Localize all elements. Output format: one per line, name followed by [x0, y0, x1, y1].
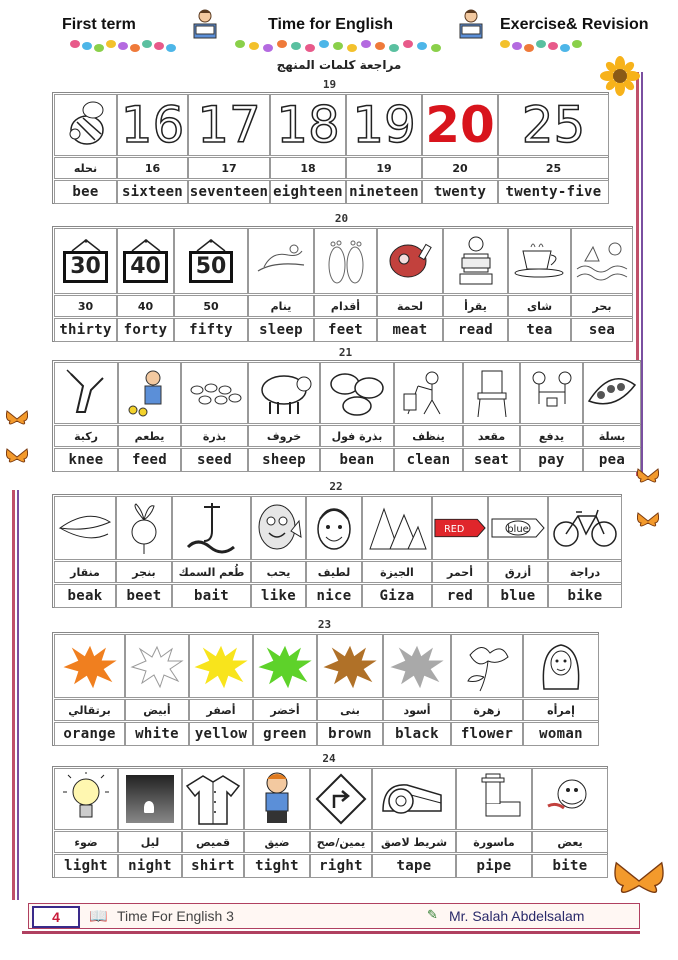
bean-icon — [327, 368, 387, 418]
butterfly-icon — [637, 468, 659, 486]
lesson-number: 19 — [322, 78, 337, 91]
vocab-picture — [520, 362, 583, 424]
number-glyph: 19 — [352, 96, 416, 154]
vocab-picture — [54, 228, 117, 294]
arabic-word: أخضر — [253, 699, 317, 721]
paint-splash — [192, 641, 250, 691]
english-word: knee — [54, 448, 118, 472]
seat-icon — [472, 367, 512, 419]
vocab-picture — [377, 228, 443, 294]
knee-icon — [63, 368, 109, 418]
arabic-word: 25 — [498, 157, 609, 179]
arabic-word: يحب — [251, 561, 306, 583]
english-word: eighteen — [270, 180, 346, 204]
number-sign: 50 — [189, 251, 234, 283]
arabic-word: ضوء — [54, 831, 118, 853]
footer — [28, 903, 640, 929]
english-word: night — [118, 854, 182, 878]
vocab-picture — [320, 362, 394, 424]
number-glyph: 18 — [276, 96, 340, 154]
arabic-word: 16 — [117, 157, 188, 179]
bead-decoration — [235, 40, 245, 48]
arabic-word: أسود — [383, 699, 451, 721]
english-word: thirty — [54, 318, 117, 342]
vocab-picture — [583, 362, 641, 424]
arabic-word: يمين/صح — [310, 831, 372, 853]
lesson-number: 23 — [317, 618, 332, 631]
vocab-picture — [432, 496, 488, 560]
arabic-word: طُعم السمك — [172, 561, 251, 583]
footer-book-title: Time For English 3 — [117, 908, 234, 924]
arabic-word: 50 — [174, 295, 248, 317]
english-word: Giza — [362, 584, 432, 608]
arabic-word: يقرأ — [443, 295, 508, 317]
vocab-picture — [244, 768, 310, 830]
arabic-word: دراجة — [548, 561, 622, 583]
english-word: tea — [508, 318, 571, 342]
butterfly-icon — [6, 448, 28, 466]
arabic-word: أقدام — [314, 295, 377, 317]
vocab-picture — [189, 634, 253, 698]
english-word: nineteen — [346, 180, 422, 204]
night-sky-icon — [126, 775, 174, 823]
english-word: seventeen — [188, 180, 270, 204]
arabic-word: 30 — [54, 295, 117, 317]
header-title: Time for English — [268, 16, 394, 33]
vocab-picture — [532, 768, 608, 830]
vocab-picture — [181, 362, 248, 424]
english-word: brown — [317, 722, 383, 746]
english-word: twenty — [422, 180, 498, 204]
english-word: bean — [320, 448, 394, 472]
vocab-table — [52, 92, 609, 204]
sea-icon — [575, 239, 629, 283]
number-glyph: 16 — [120, 96, 185, 154]
english-word: woman — [523, 722, 599, 746]
arabic-word: 17 — [188, 157, 270, 179]
footer-underline — [22, 931, 640, 934]
english-word: feet — [314, 318, 377, 342]
english-word: blue — [488, 584, 548, 608]
vocab-picture — [117, 94, 188, 156]
english-word: feed — [118, 448, 181, 472]
arabic-word: قميص — [182, 831, 244, 853]
bead-decoration — [375, 42, 385, 50]
bead-decoration — [263, 44, 273, 52]
english-word: bee — [54, 180, 117, 204]
butterfly-icon — [637, 512, 659, 530]
arabic-word: ينام — [248, 295, 314, 317]
english-word: fifty — [174, 318, 248, 342]
lesson-number: 20 — [334, 212, 349, 225]
right-icon — [314, 772, 368, 826]
bead-decoration — [536, 40, 546, 48]
vocab-picture — [310, 768, 372, 830]
arabic-word: أزرق — [488, 561, 548, 583]
bead-decoration — [560, 44, 570, 52]
arabic-word: أصفر — [189, 699, 253, 721]
english-word: beet — [116, 584, 172, 608]
english-word: bike — [548, 584, 622, 608]
arabic-word: ضيق — [244, 831, 310, 853]
footer-author: Mr. Salah Abdelsalam — [449, 908, 585, 924]
read-icon — [454, 234, 498, 288]
woman-icon — [534, 639, 588, 693]
english-word: forty — [117, 318, 174, 342]
vocab-picture — [306, 496, 362, 560]
vocab-table — [52, 226, 633, 342]
arabic-word: زهرة — [451, 699, 523, 721]
vocab-picture — [188, 94, 270, 156]
bead-decoration — [417, 42, 427, 50]
pay-icon — [525, 368, 579, 418]
book-icon: 📖 — [89, 907, 108, 925]
arabic-word: ركبة — [54, 425, 118, 447]
arabic-word: الجيزة — [362, 561, 432, 583]
tea-icon — [513, 241, 567, 281]
english-word: sea — [571, 318, 633, 342]
vocab-table — [52, 766, 608, 878]
english-word: pay — [520, 448, 583, 472]
english-word: read — [443, 318, 508, 342]
english-word: sixteen — [117, 180, 188, 204]
english-word: right — [310, 854, 372, 878]
bead-decoration — [130, 44, 140, 52]
left-border-line — [17, 490, 19, 900]
vocab-picture — [362, 496, 432, 560]
seed-icon — [187, 378, 243, 408]
english-word: red — [432, 584, 488, 608]
english-word: like — [251, 584, 306, 608]
vocab-picture — [117, 228, 174, 294]
blue-icon — [490, 511, 546, 545]
english-word: seed — [181, 448, 248, 472]
bead-decoration — [142, 40, 152, 48]
english-word: tight — [244, 854, 310, 878]
bead-decoration — [361, 40, 371, 48]
light-icon — [63, 772, 109, 826]
40 — [126, 239, 166, 251]
english-word: nice — [306, 584, 362, 608]
giza-icon — [366, 503, 428, 553]
number-glyph: 20 — [425, 96, 495, 154]
arabic-word: ليل — [118, 831, 182, 853]
vocab-picture — [523, 634, 599, 698]
bait-icon — [182, 501, 242, 555]
bead-decoration — [524, 44, 534, 52]
vocab-picture — [174, 228, 248, 294]
bead-decoration — [512, 42, 522, 50]
arabic-word: ماسورة — [456, 831, 532, 853]
vocab-picture — [346, 94, 422, 156]
header-beads — [60, 40, 640, 54]
pea-icon — [585, 371, 639, 415]
vocab-picture — [422, 94, 498, 156]
header-section: Exercise& Revision — [500, 16, 649, 33]
arabic-word: ينظف — [394, 425, 463, 447]
like-icon — [255, 501, 303, 555]
english-word: light — [54, 854, 118, 878]
vocab-picture — [463, 362, 520, 424]
header — [0, 0, 678, 58]
bead-decoration — [249, 42, 259, 50]
vocab-table — [52, 360, 641, 472]
vocab-picture — [317, 634, 383, 698]
vocab-picture — [270, 94, 346, 156]
english-word: twenty-five — [498, 180, 609, 204]
english-word: black — [383, 722, 451, 746]
paint-splash — [388, 641, 446, 691]
reading-kid-icon — [452, 8, 490, 42]
tight-icon — [254, 771, 300, 827]
arabic-word: بذرة — [181, 425, 248, 447]
arabic-word: إمرأه — [523, 699, 599, 721]
right-border-line — [641, 72, 643, 476]
arabic-word: بنى — [317, 699, 383, 721]
nice-icon — [312, 501, 356, 555]
english-word: green — [253, 722, 317, 746]
pen-icon: ✎ — [427, 908, 438, 923]
bee-icon — [63, 100, 109, 150]
lesson-number: 22 — [329, 480, 343, 493]
vocab-picture — [182, 768, 244, 830]
bead-decoration — [319, 40, 329, 48]
arabic-word: 40 — [117, 295, 174, 317]
bead-decoration — [403, 40, 413, 48]
vocab-picture — [456, 768, 532, 830]
english-word: bite — [532, 854, 608, 878]
bead-decoration — [305, 44, 315, 52]
english-word: clean — [394, 448, 463, 472]
paint-splash — [256, 641, 314, 691]
english-word: white — [125, 722, 189, 746]
arabic-word: برتقالي — [54, 699, 125, 721]
feet-icon — [321, 235, 371, 287]
paint-splash — [61, 641, 119, 691]
paint-splash — [128, 641, 186, 691]
arabic-word: بسلة — [583, 425, 641, 447]
page-number: 4 — [32, 906, 80, 928]
clean-icon — [402, 368, 456, 418]
vocab-picture — [125, 634, 189, 698]
svg-text:RED: RED — [444, 523, 465, 535]
english-word: meat — [377, 318, 443, 342]
arabic-word: بنجر — [116, 561, 172, 583]
arabic-word: أحمر — [432, 561, 488, 583]
arabic-word: 18 — [270, 157, 346, 179]
arabic-word: لحمة — [377, 295, 443, 317]
vocab-picture — [172, 496, 251, 560]
english-word: tape — [372, 854, 456, 878]
sheep-icon — [254, 370, 314, 416]
vocab-picture — [508, 228, 571, 294]
vocab-picture — [54, 362, 118, 424]
vocab-picture — [443, 228, 508, 294]
bead-decoration — [572, 40, 582, 48]
arabic-word: شريط لاصق — [372, 831, 456, 853]
tape-icon — [379, 777, 449, 821]
bead-decoration — [82, 42, 92, 50]
vocab-picture — [548, 496, 622, 560]
vocab-picture — [54, 496, 116, 560]
30 — [66, 239, 106, 251]
butterfly-icon — [614, 860, 664, 902]
vocab-picture — [314, 228, 377, 294]
page-subtitle: مراجعة كلمات المنهج — [276, 58, 402, 72]
bead-decoration — [291, 42, 301, 50]
red-icon — [433, 511, 487, 545]
english-word: pea — [583, 448, 641, 472]
vocab-picture — [248, 362, 320, 424]
bead-decoration — [431, 44, 441, 52]
arabic-word: أبيض — [125, 699, 189, 721]
lesson-number: 24 — [322, 752, 336, 765]
english-word: pipe — [456, 854, 532, 878]
vocab-picture — [372, 768, 456, 830]
paint-splash — [321, 641, 379, 691]
vocab-picture — [571, 228, 633, 294]
number-sign: 40 — [123, 251, 168, 283]
arabic-word: منقار — [54, 561, 116, 583]
sleep-icon — [254, 241, 308, 281]
english-word: orange — [54, 722, 125, 746]
header-term: First term — [62, 16, 136, 33]
meat-icon — [386, 237, 434, 285]
english-word: flower — [451, 722, 523, 746]
vocab-picture — [498, 94, 609, 156]
arabic-word: نحله — [54, 157, 117, 179]
beak-icon — [58, 508, 112, 548]
bead-decoration — [106, 40, 116, 48]
bead-decoration — [548, 42, 558, 50]
english-word: yellow — [189, 722, 253, 746]
arabic-word: 19 — [346, 157, 422, 179]
flower-icon — [460, 639, 514, 693]
bead-decoration — [389, 44, 399, 52]
number-glyph: 17 — [197, 96, 261, 154]
arabic-word: خروف — [248, 425, 320, 447]
bite-icon — [542, 772, 598, 826]
english-word: bait — [172, 584, 251, 608]
vocab-picture — [488, 496, 548, 560]
english-word: sleep — [248, 318, 314, 342]
vocab-picture — [118, 768, 182, 830]
bead-decoration — [500, 40, 510, 48]
shirt-icon — [185, 772, 241, 826]
arabic-word: يدفع — [520, 425, 583, 447]
bead-decoration — [333, 42, 343, 50]
vocab-picture — [251, 496, 306, 560]
vocab-table — [52, 632, 599, 746]
vocab-picture — [116, 496, 172, 560]
vocab-picture — [248, 228, 314, 294]
bead-decoration — [154, 42, 164, 50]
vocab-picture — [118, 362, 181, 424]
bike-icon — [552, 506, 618, 550]
beet-icon — [124, 502, 164, 554]
vocab-picture — [54, 94, 117, 156]
vocab-picture — [253, 634, 317, 698]
arabic-word: بذرة فول — [320, 425, 394, 447]
number-sign: 30 — [63, 251, 108, 283]
number-glyph: 25 — [521, 96, 586, 154]
arabic-word: بحر — [571, 295, 633, 317]
english-word: seat — [463, 448, 520, 472]
english-word: beak — [54, 584, 116, 608]
vocab-table — [52, 494, 622, 608]
vocab-picture — [383, 634, 451, 698]
arabic-word: يعض — [532, 831, 608, 853]
arabic-word: 20 — [422, 157, 498, 179]
vocab-picture — [394, 362, 463, 424]
english-word: shirt — [182, 854, 244, 878]
english-word: sheep — [248, 448, 320, 472]
vocab-picture — [54, 768, 118, 830]
arabic-word: لطيف — [306, 561, 362, 583]
bead-decoration — [277, 40, 287, 48]
arabic-word: شاى — [508, 295, 571, 317]
reading-kid-icon — [186, 8, 224, 42]
left-border-line — [12, 490, 15, 900]
arabic-word: مقعد — [463, 425, 520, 447]
50 — [191, 239, 231, 251]
vocab-picture — [451, 634, 523, 698]
svg-text:blue: blue — [507, 524, 529, 535]
feed-icon — [125, 368, 175, 418]
vocab-picture — [54, 634, 125, 698]
bead-decoration — [94, 44, 104, 52]
bead-decoration — [70, 40, 80, 48]
bead-decoration — [118, 42, 128, 50]
butterfly-icon — [6, 410, 28, 428]
pipe-icon — [466, 772, 522, 826]
bead-decoration — [166, 44, 176, 52]
arabic-word: يطعم — [118, 425, 181, 447]
lesson-number: 21 — [338, 346, 353, 359]
bead-decoration — [347, 44, 357, 52]
